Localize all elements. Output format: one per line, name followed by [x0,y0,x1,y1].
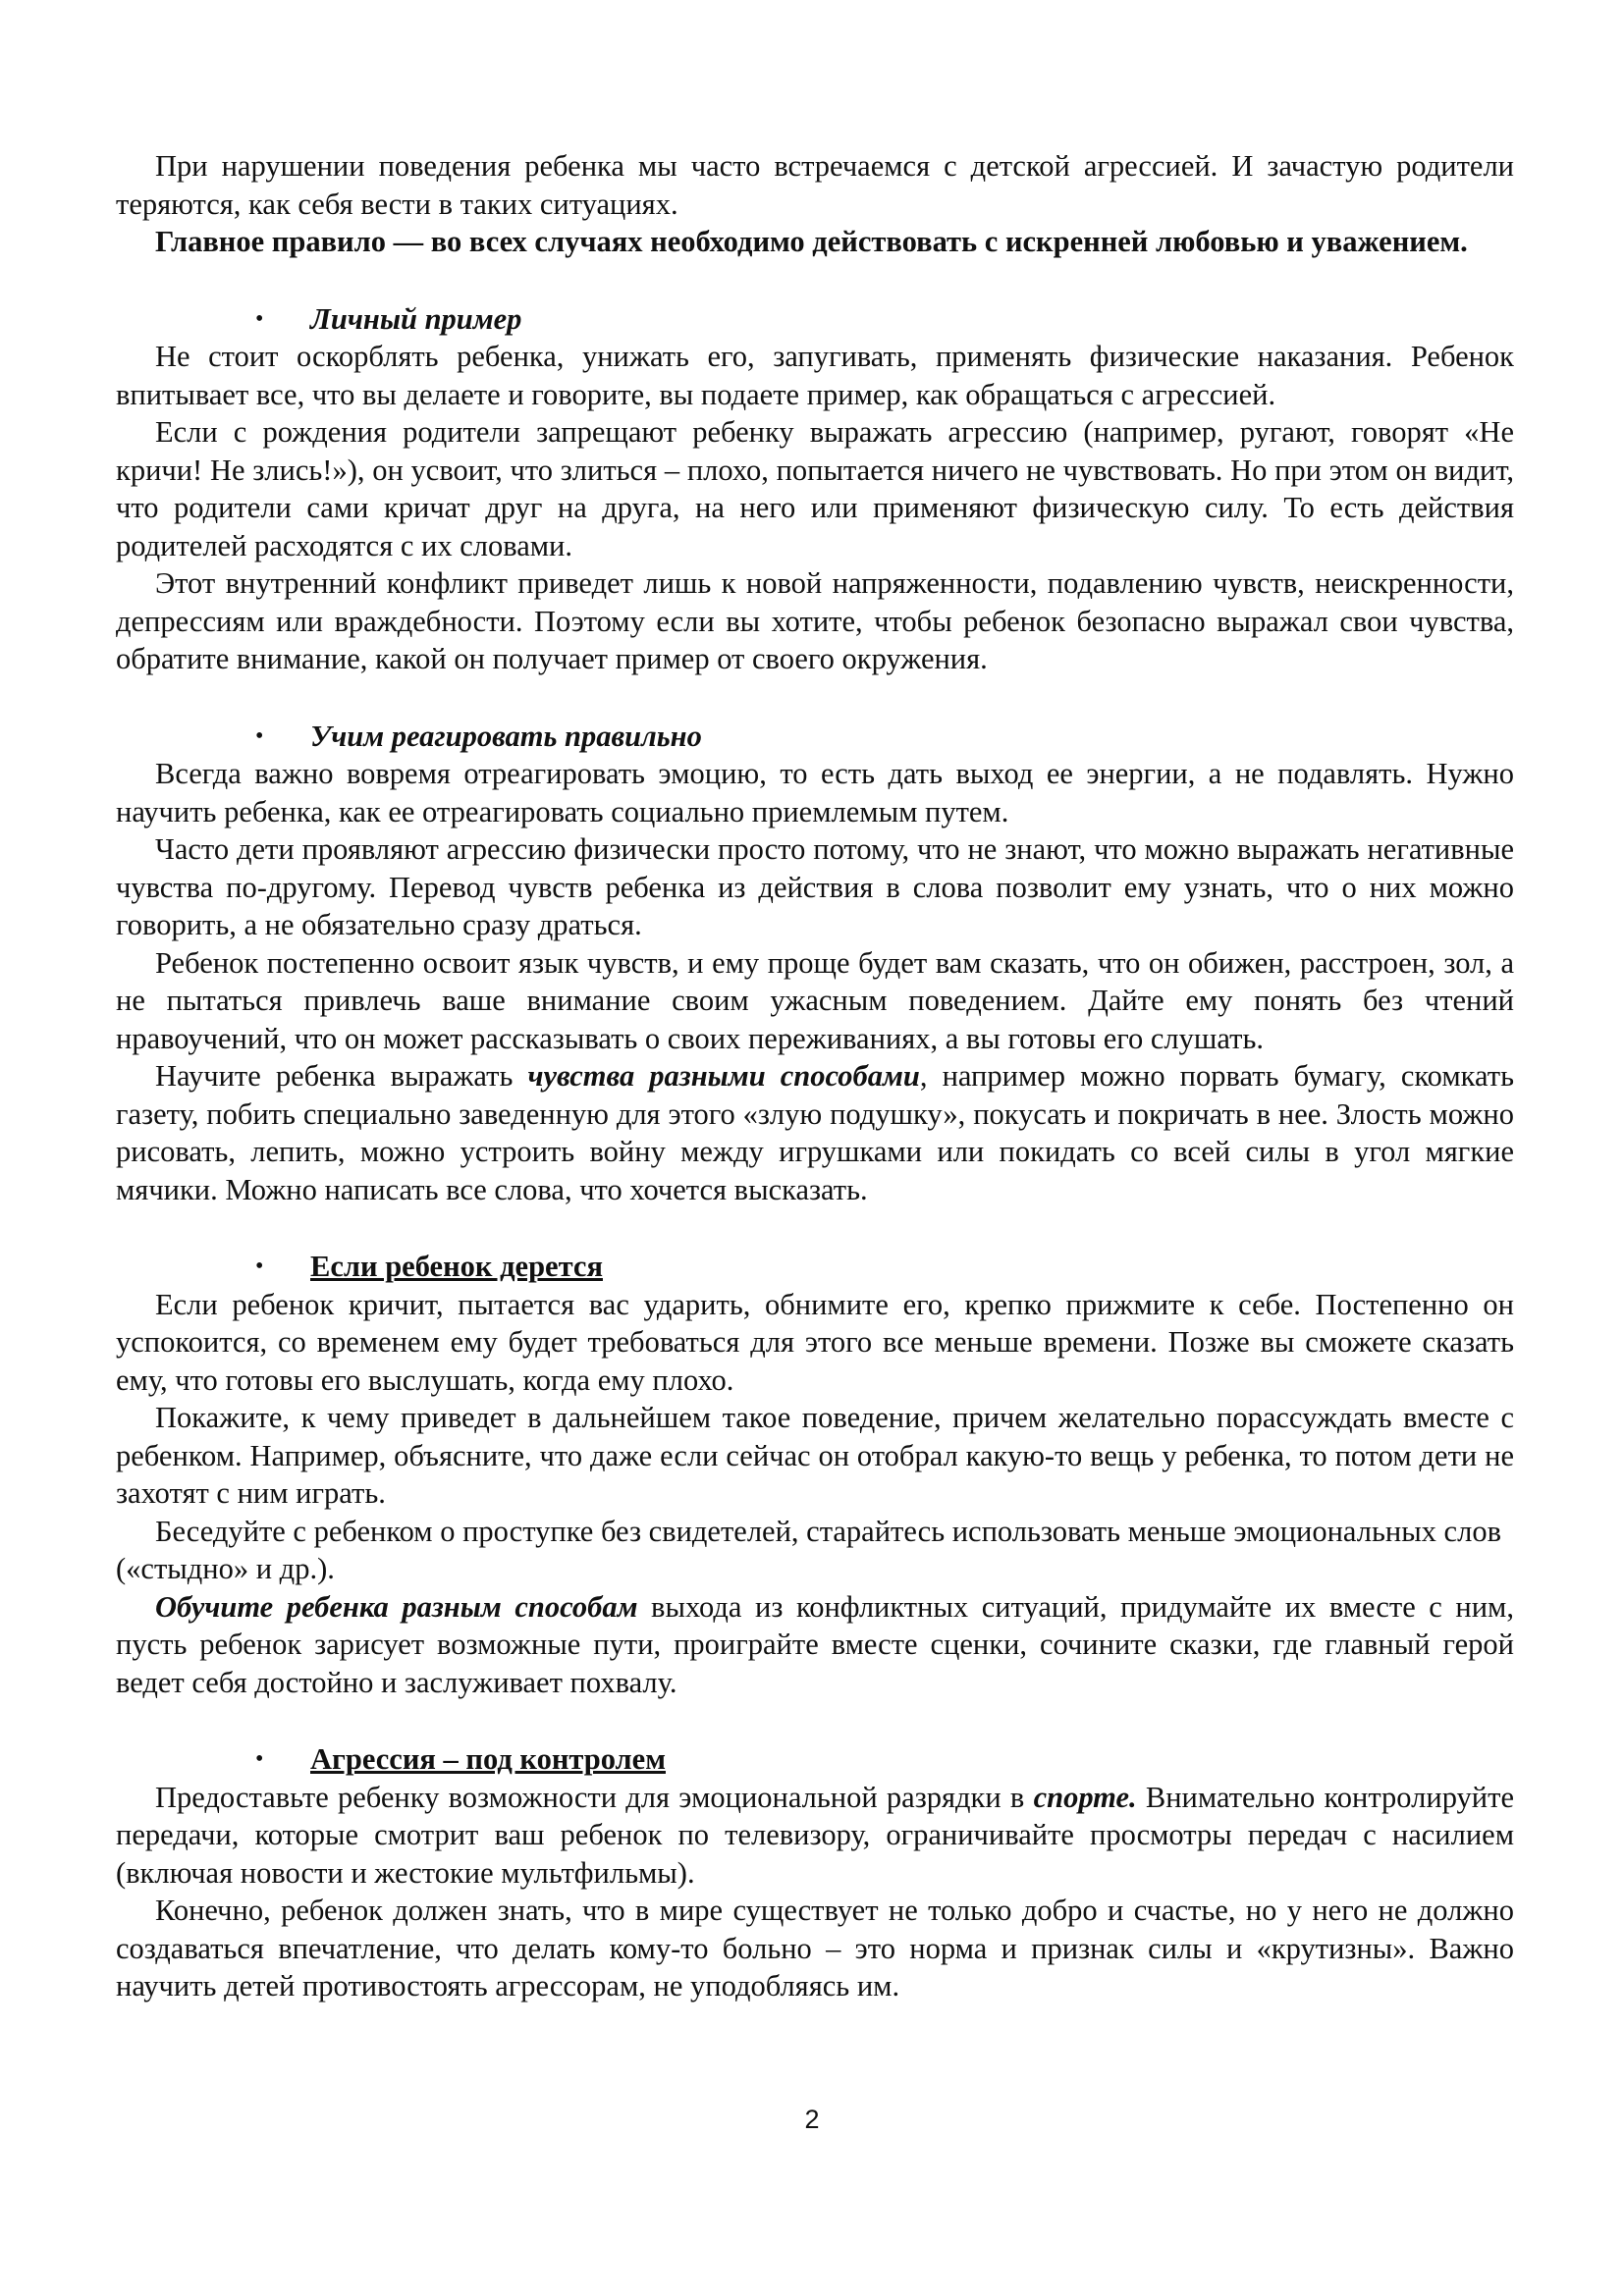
section-heading-personal-example [116,300,1514,339]
text-run: , например можно порвать бумагу, скомкать газету, побить специально заведенную для этого «злую подушку», покусать и покричать в нее. Злость можно рисовать, лепить, можно устроить войну между игрушками или покидать со всей силы в угол мягкие мячики. Можно написать все слова, что хочется высказать. [116,1059,1514,1206]
paragraph: Беседуйте с ребенком о проступке без свидетелей, старайтесь использовать меньше эмоциональных слов («стыдно» и др.). [116,1514,1501,1585]
paragraph: Ребенок постепенно освоит язык чувств, и ему проще будет вам сказать, что он обижен, расстроен, зол, а не пытаться привлечь ваше внимание своим ужасным поведением. Дайте ему понять без чтений нравоучений, что он может рассказывать о своих переживаниях, а вы готовы его слушать. [116,945,1514,1055]
paragraph: Всегда важно вовремя отреагировать эмоцию, то есть дать выход ее энергии, а не подавлять. Нужно научить ребенка, как ее отреагировать социально приемлемым путем. [116,757,1514,828]
bullet-icon: • [255,722,264,749]
main-rule: Главное правило — во всех случаях необходимо действовать с искренней любовью и уважением. [155,225,1468,258]
paragraph: Конечно, ребенок должен знать, что в мире существует не только добро и счастье, но у него не должно создаваться впечатление, что делать кому-то больно – это норма и признак силы и «крутизны». Важно научить детей противостоять агрессорам, не уподобляясь им. [116,1894,1514,2002]
intro-paragraph: При нарушении поведения ребенка мы часто встречаемся с детской агрессией. И зачастую родители теряются, как себя вести в таких ситуациях. [116,149,1514,221]
section-heading-child-fights [116,1248,1514,1286]
paragraph: Этот внутренний конфликт приведет лишь к новой напряженности, подавлению чувств, неискренности, депрессиям или враждебности. Поэтому если вы хотите, чтобы ребенок безопасно выражал свои чувства, обратите внимание, какой он получает пример от своего окружения. [116,566,1514,675]
emphasis: Обучите ребенка разным способам [155,1589,638,1624]
section-heading-react-correctly [116,718,1514,756]
section-heading-aggression-control [116,1740,1514,1779]
spacer [116,678,1514,718]
spacer [116,261,1514,300]
text-run: Предоставьте ребенку возможности для эмоциональной разрядки в [155,1780,1034,1814]
paragraph: Если с рождения родители запрещают ребенку выражать агрессию (например, ругают, говорят «Не кричи! Не злись!»), он усвоит, что злиться – плохо, попытается ничего не чувствовать. Но при этом он видит, что родители сами кричат друг на друга, на него или применяют физическую силу. То есть действия родителей расходятся с их словами. [116,415,1514,562]
paragraph: Покажите, к чему приведет в дальнейшем такое поведение, причем желательно порассуждать вместе с ребенком. Например, объясните, что даже если сейчас он отобрал какую-то вещь у ребенка, то потом дети не захотят с ним играть. [116,1401,1514,1510]
section-title: Учим реагировать правильно [310,719,702,753]
paragraph: Если ребенок кричит, пытается вас ударить, обнимите его, крепко прижмите к себе. Постепенно он успокоится, со временем ему будет требоваться для этого все меньше времени. Позже вы сможете сказать ему, что готовы его выслушать, когда ему плохо. [116,1287,1514,1397]
bullet-icon: • [255,1254,264,1279]
section-title: Личный пример [310,301,522,336]
text-run: выхода из конфликтных ситуаций, придумайте их вместе с ним, пусть ребенок зарисует возможные пути, проиграйте вместе сценки, сочините сказки, где главный герой ведет себя достойно и заслуживает похвалу. [116,1589,1514,1699]
section-title: Агрессия – под контролем [310,1742,666,1776]
bullet-icon: • [255,305,264,332]
text-run: Внимательно контролируйте передачи, которые смотрит ваш ребенок по телевизору, ограничивайте просмотры передач с насилием (включая новости и жестокие мультфильмы). [116,1780,1514,1890]
paragraph: Часто дети проявляют агрессию физически просто потому, что не знают, что можно выражать негативные чувства по-другому. Перевод чувств ребенка из действия в слова позволит ему узнать, что о них можно говорить, а не обязательно сразу драться. [116,832,1514,941]
section-title: Если ребенок дерется [310,1250,603,1283]
document-body [116,147,1514,2005]
paragraph [116,1588,1514,1702]
emphasis: чувства разными способами [527,1059,920,1093]
spacer [116,1208,1514,1248]
emphasis: спорте. [1033,1780,1137,1814]
paragraph [116,1779,1514,1893]
spacer [116,1701,1514,1740]
paragraph [116,1057,1514,1208]
paragraph: Не стоит оскорблять ребенка, унижать его, запугивать, применять физические наказания. Ребенок впитывает все, что вы делаете и говорите, вы подаете пример, как обращаться с агрессией. [116,340,1514,411]
bullet-icon: • [255,1746,264,1772]
text-run: Научите ребенка выражать [155,1059,528,1093]
page-number: 2 [804,2105,820,2134]
